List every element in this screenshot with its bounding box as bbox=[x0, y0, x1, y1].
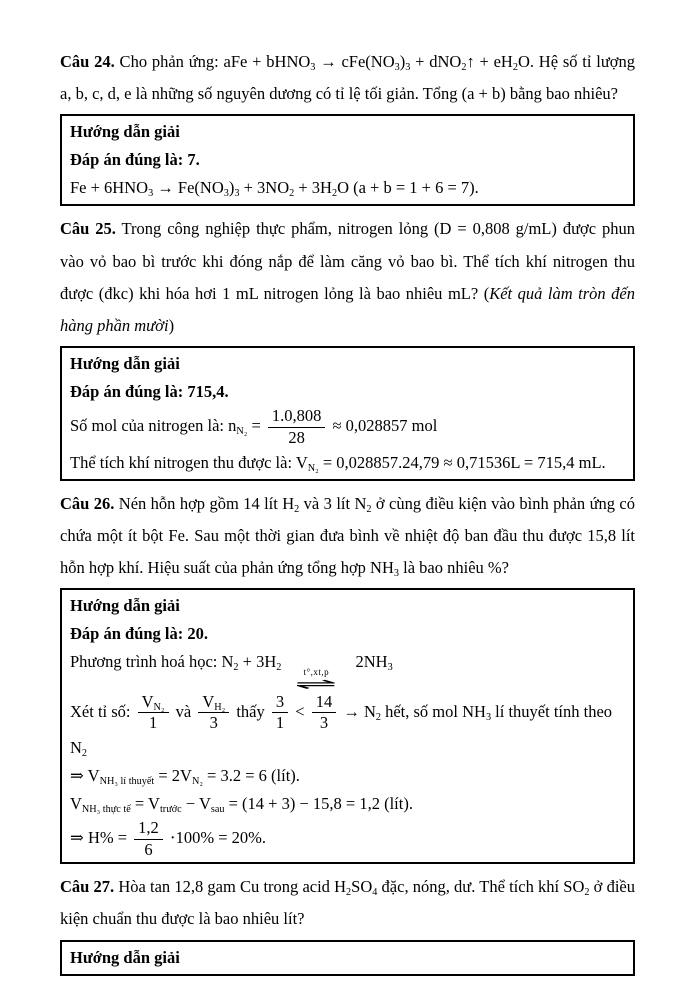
solution-line-26-theoretical: ⇒ $V_{NH_3 lí thuyết} = 2V_{N_2} = 3.2 = 6$ (lít). bbox=[70, 765, 300, 787]
fraction: $\frac{V_{H_2}}{3}$ bbox=[198, 692, 229, 734]
solution-heading: Hướng dẫn giải bbox=[70, 354, 180, 374]
question-24-text: Câu 24. Cho phản ứng: aFe + bHNO$_3$ → $cFe(NO_3)_3$ + dNO$_2$↑ + $eH_2O$. Hệ số tỉ lượng a, b, c, d, e là những số nguyên dương có tỉ lệ tối giản. Tổng (a + b) bằng bao nhiêu? bbox=[60, 52, 636, 104]
solution-heading: Hướng dẫn giải bbox=[70, 122, 180, 142]
solution-line-26-ratio: Xét tỉ số: $\frac{V_{N_2}}{1}$ và $\frac{V_{H_2}}{3}$ thấy $\frac{3}{1}$ < $\frac{14}{3}$ → $N_2$ hết, số mol $NH_3$ lí thuyết tính theo $N_2$ bbox=[70, 691, 613, 759]
solution-box-24 bbox=[60, 114, 635, 206]
fraction: $\frac{3}{1}$ bbox=[272, 692, 288, 734]
solution-heading: Hướng dẫn giải bbox=[70, 947, 180, 967]
solution-heading: Hướng dẫn giải bbox=[70, 596, 180, 616]
question-27-text: Câu 27. Hòa tan 12,8 gam Cu trong acid $H_2SO_4$ đặc, nóng, dư. Thể tích khí $SO_2$ ở điều kiện chuẩn thu được là bao nhiêu lít? bbox=[60, 877, 635, 929]
solution-box-27 bbox=[60, 940, 635, 976]
solution-box-25 bbox=[60, 346, 635, 480]
question-26-text: Câu 26. Nén hỗn hợp gồm 14 lít $H_2$ và 3 lít $N_2$ ở cùng điều kiện vào bình phản ứng có chứa một ít bột Fe. Sau một thời gian đưa bình về nhiệt độ ban đầu thu được 15,8 lít hỗn hợp khí. Hiệu suất của phản ứng tổng hợp $NH_3$ là bao nhiêu %? bbox=[60, 493, 635, 579]
solution-answer-25: Đáp án đúng là: 715,4. bbox=[70, 382, 229, 402]
solution-line-26-yield: ⇒ H% = $\frac{1,2}{6}$ ⋅100% = 20%. bbox=[70, 817, 266, 859]
fraction: $\frac{V_{N_2}}{1}$ bbox=[138, 692, 169, 734]
solution-line-26-actual: $V_{NH_3 thực tế} = V_{trước} - V_{sau} = (14 + 3) - 15,8 = 1,2$ (lít). bbox=[70, 793, 413, 815]
solution-answer-24: Đáp án đúng là: 7. bbox=[70, 150, 200, 170]
solution-line-25-volume: Thể tích khí nitrogen thu được là: $V_{N_2} = 0,028857.24,79 \approx 0,71536L = 715,4$ mL. bbox=[70, 452, 606, 474]
solution-line-26-equation: Phương trình hoá học: $N_2 + 3H_2$ t°,xt,p ⇌ $2NH_3$ bbox=[70, 652, 393, 693]
question-25-text: Câu 25. Trong công nghiệp thực phẩm, nitrogen lỏng (D = 0,808 g/mL) được phun vào vỏ bao bì trước khi đóng nắp để làm căng vỏ bao bì. Thể tích khí nitrogen thu được (đkc) khi hóa hơi 1 mL nitrogen lỏng là bao nhiêu mL? (Kết quả làm tròn đến hàng phần mười) bbox=[60, 219, 636, 335]
solution-line-25-mol: Số mol của nitrogen là: $n_{N_2}$ = $\frac{1.0,808}{28}$ ≈ 0,028857 mol bbox=[70, 406, 438, 447]
solution-answer-26: Đáp án đúng là: 20. bbox=[70, 624, 209, 644]
fraction: $\frac{1.0,808}{28}$ bbox=[268, 406, 326, 448]
fraction: $\frac{14}{3}$ bbox=[312, 692, 337, 734]
solution-box-26 bbox=[60, 588, 635, 864]
solution-line-24-equation: $Fe + 6HNO_3 \to Fe(NO_3)_3 + 3NO_2 + 3H_2O$ (a + b = 1 + 6 = 7). bbox=[70, 178, 479, 200]
equilibrium-arrow-icon: t°,xt,p ⇌ bbox=[294, 666, 338, 693]
fraction: $\frac{1,2}{6}$ bbox=[134, 818, 163, 860]
